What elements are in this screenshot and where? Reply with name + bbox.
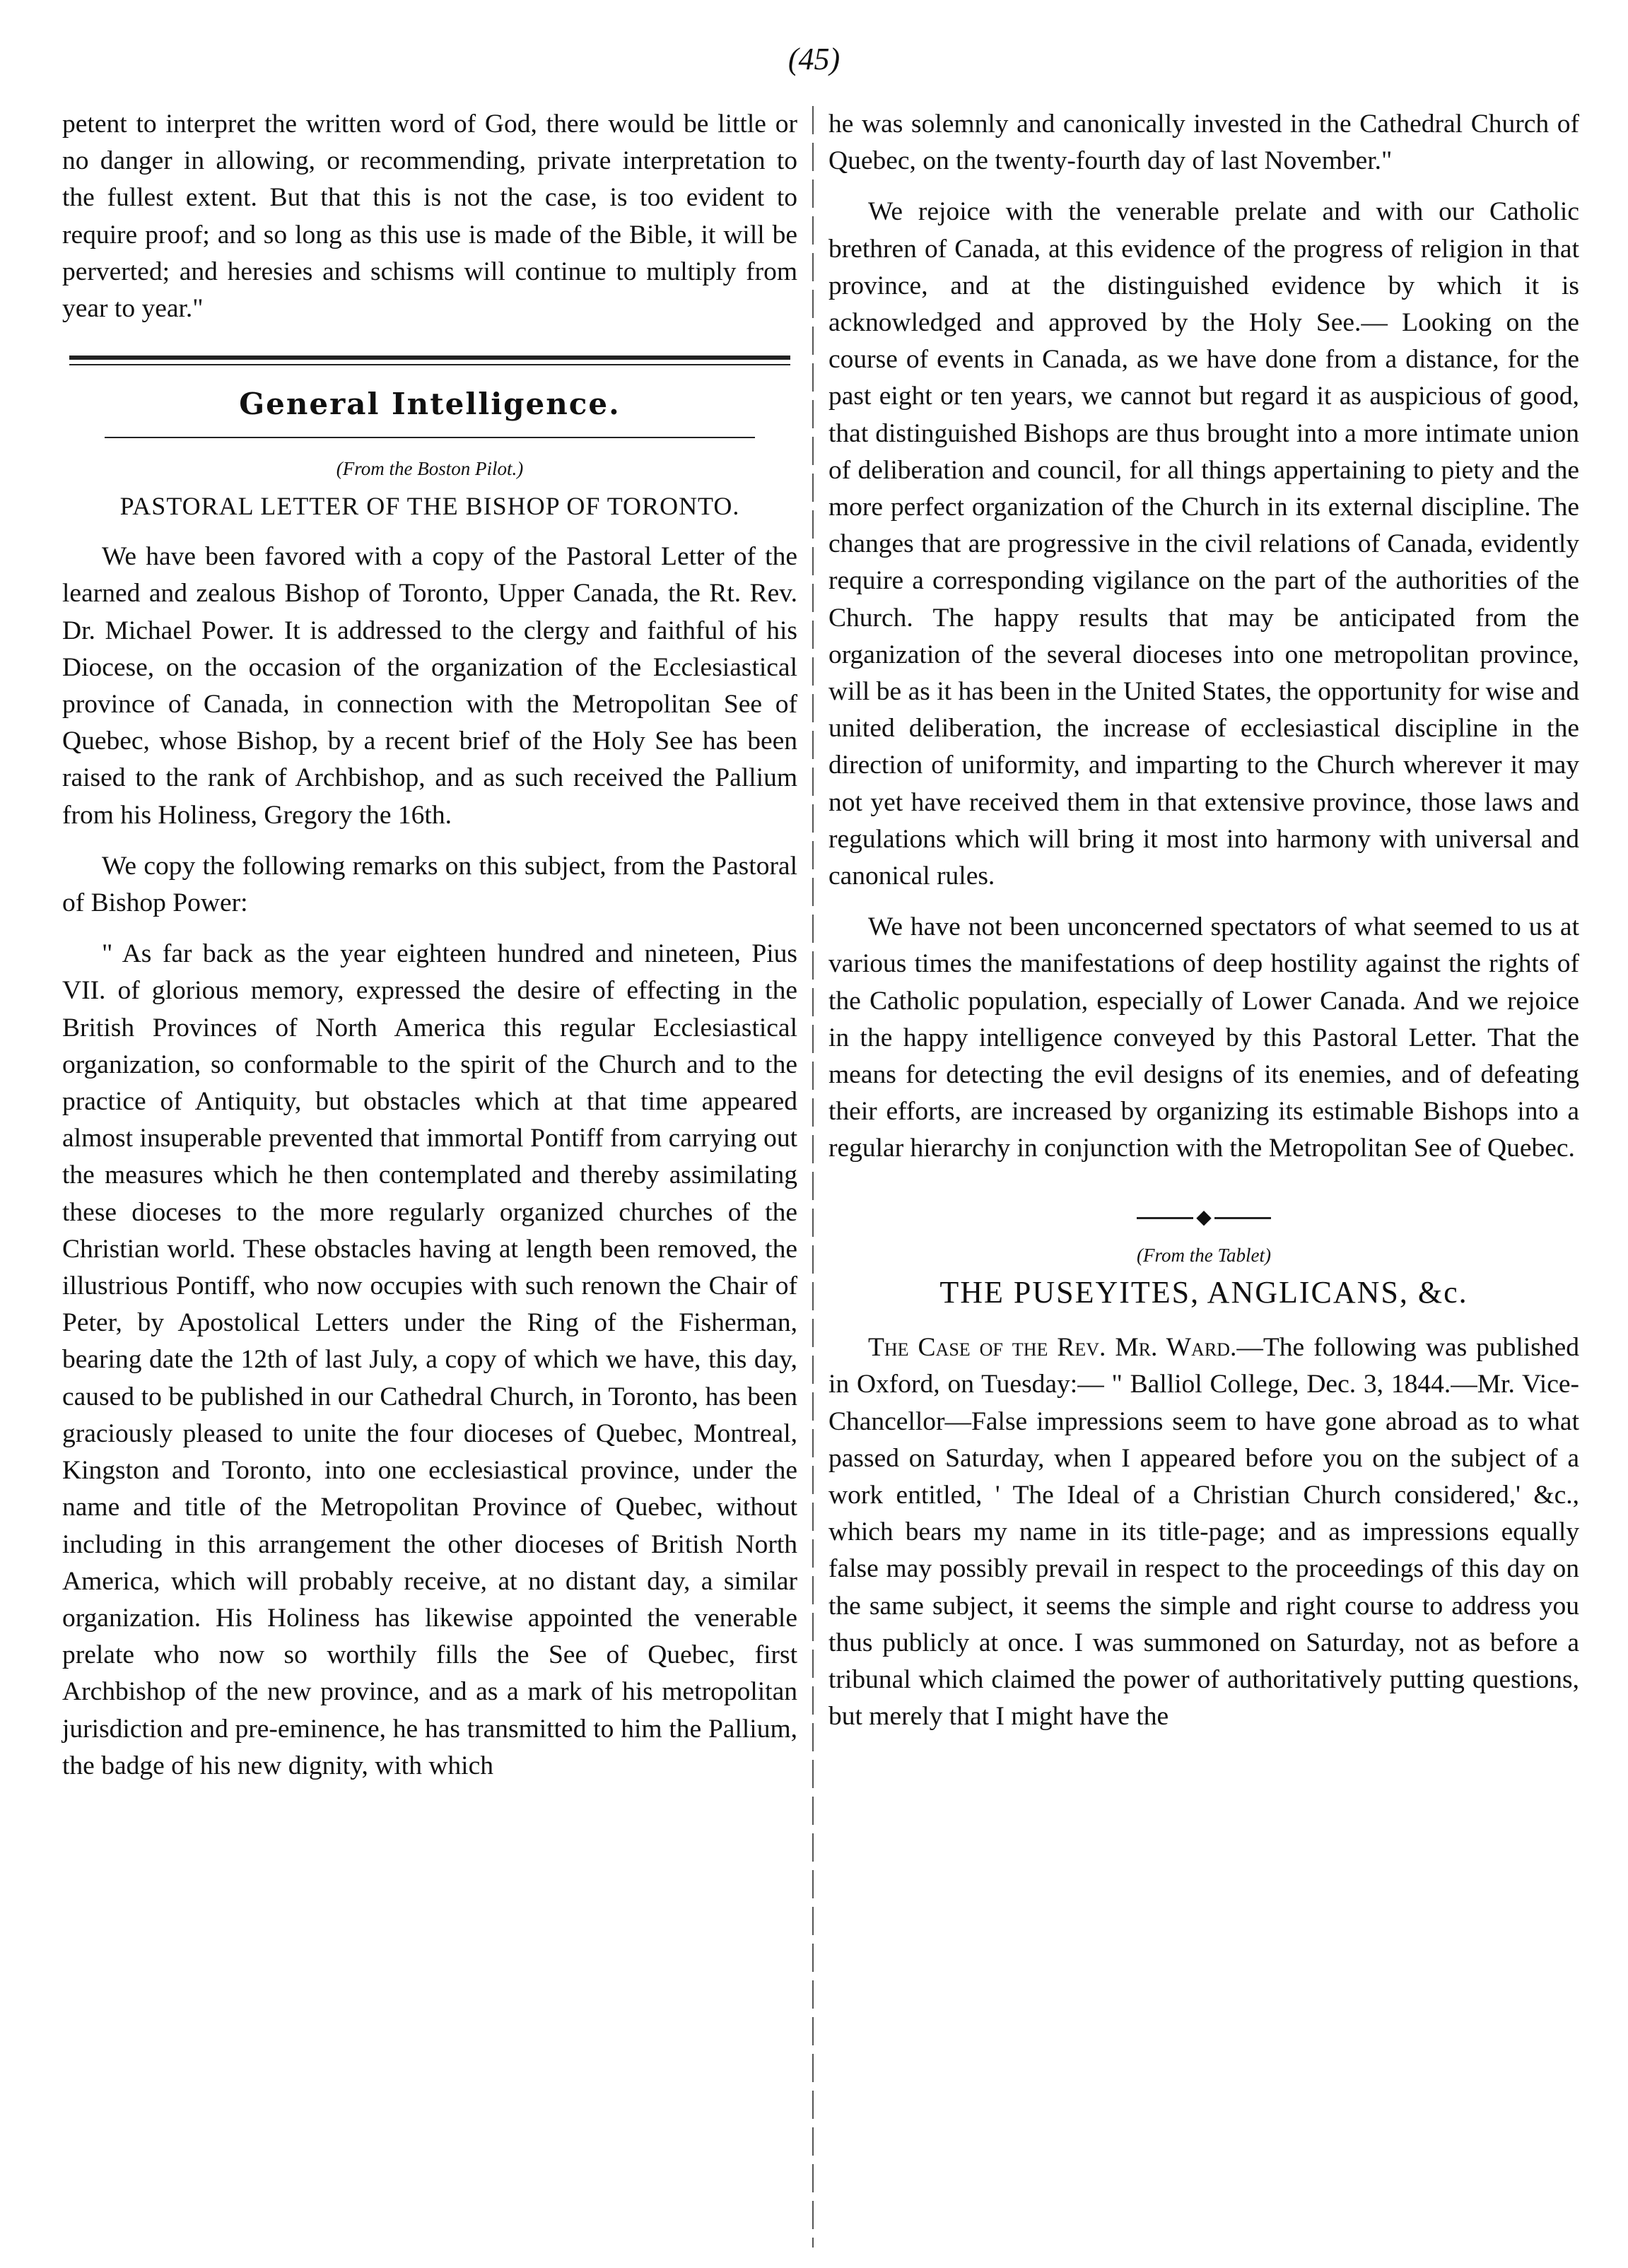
page-number: (45) bbox=[787, 42, 841, 76]
left-column bbox=[62, 106, 797, 1799]
article-source: (From the Boston Pilot.) bbox=[336, 458, 524, 480]
section-title: General Intelligence. bbox=[239, 387, 621, 422]
article-title: THE PUSEYITES, ANGLICANS, &c. bbox=[939, 1275, 1468, 1310]
article-paragraph: We have been favored with a copy of the Pastoral Letter of the learned and zealous Bishop of Toronto, Upper Canada, the Rt. Rev. Dr. Michael Power. It is addressed to the clergy and faithful of his Diocese, on the occasion of the organization of the Ecclesiastical province of Canada, in connection with the Metropolitan See of Quebec, whose Bishop, by a recent brief of the Holy See has been raised to the rank of Archbishop, and as such received the Pallium from his Holiness, Gregory the 16th. bbox=[62, 542, 797, 830]
continued-paragraph: he was solemnly and canonically invested in the Cathedral Church of Quebec, on the twenty-fourth day of last November." bbox=[828, 110, 1579, 176]
article-paragraph: We rejoice with the venerable prelate and with our Catholic brethren of Canada, at this evidence of the progress of religion in that province, and at the distinguished evidence by which it is acknowledged and approved by the Holy See.— Looking on the course of events in Canada, as we have done from a distance, for the past eight or ten years, we cannot but regard it as auspicious of good, that distinguished Bishops are thus brought into a more intimate union of deliberation and council, for all things appertaining to piety and the more perfect organization of the Church in its external discipline. The changes that are progressive in the civil relations of Canada, evidently require a corresponding vigilance on the part of the authorities of the Church. The happy results that may be anticipated from the organization of the several dioceses into one metropolitan province, will be as it has been in the United States, the opportunity for wise and united deliberation, the increase of ecclesiastical discipline in the direction of uniformity, and imparting to the Church wherever it may not yet have received them in that extensive province, those laws and regulations which will bring it most into harmony with universal and canonical rules. bbox=[828, 197, 1579, 891]
ornament-divider: ◆ bbox=[828, 1210, 1579, 1226]
lead-in: The Case of the Rev. Mr. Ward. bbox=[868, 1333, 1237, 1363]
article-source: (From the Tablet) bbox=[1137, 1245, 1271, 1267]
right-column bbox=[828, 106, 1579, 1750]
column-divider bbox=[812, 106, 814, 2248]
title-underline bbox=[105, 437, 755, 438]
section-rule bbox=[69, 356, 790, 365]
article-paragraph: We have not been unconcerned spectators of what seemed to us at various times the manifestations of deep hostility against the rights of the Catholic population, especially of Lower Canada. And we rejoice in the happy intelligence conveyed by this Pastoral Letter. That the means for detecting the evil designs of its enemies, and of defeating their efforts, are increased by organizing its estimable Bishops into a regular hierarchy in conjunction with the Metropolitan See of Quebec. bbox=[828, 912, 1579, 1163]
article-paragraph: We copy the following remarks on this subject, from the Pastoral of Bishop Power: bbox=[62, 851, 797, 918]
quoted-paragraph: " As far back as the year eighteen hundred and nineteen, Pius VII. of glorious memory, expressed the desire of effecting in the British Provinces of North America this regular Ecclesiastical organization, so conformable to the spirit of the Church and to the practice of Antiquity, but obstacles which at that time appeared almost insuperable prevented that immortal Pontiff from carrying out the measures which he then contemplated and thereby assimilating these dioceses to the more regularly organized churches of the Christian world. These obstacles having at length been removed, the illustrious Pontiff, who now occupies with such renown the Chair of Peter, by Apostolical Letters under the Ring of the Fisherman, bearing date the 12th of last July, a copy of which we have, this day, caused to be published in our Cathedral Church, in Toronto, has been graciously pleased to unite the four dioceses of Quebec, Montreal, Kingston and Toronto, into one ecclesiastical province, under the name and title of the Metropolitan Province of Quebec, without including in this arrangement the other dioceses of British North America, which will probably receive, at no distant day, a similar organization. His Holiness has likewise appointed the venerable prelate who now so worthily fills the See of Quebec, first Archbishop of the new province, and as a mark of his metropolitan jurisdiction and pre-eminence, he has transmitted to him the Pallium, the badge of his new dignity, with which bbox=[62, 939, 797, 1780]
paragraph-body: —The following was published in Oxford, on Tuesday:— " Balliol College, Dec. 3, 1844.—Mr. Vice-Chancellor—False impressions seem to have gone abroad as to what passed on Saturday, when I appeared before you on the subject of a work entitled, ' The Ideal of a Christian Church considered,' &c., which bears my name in its title-page; and as impressions equally false may possibly prevail in respect to the proceedings of this day on the same subject, it seems the simple and right course to address you thus publicly at once. I was summoned on Saturday, not as before a tribunal which claimed the power of authoritatively putting questions, but merely that I might have the bbox=[828, 1333, 1579, 1732]
continued-paragraph: petent to interpret the written word of God, there would be little or no danger in allowing, or recommending, private interpretation to the fullest extent. But that this is not the case, is too evident to require proof; and so long as this use is made of the Bible, it will be perverted; and heresies and schisms will continue to multiply from year to year." bbox=[62, 110, 797, 324]
article-paragraph bbox=[828, 1329, 1579, 1735]
article-title: PASTORAL LETTER OF THE BISHOP OF TORONTO. bbox=[119, 492, 740, 521]
